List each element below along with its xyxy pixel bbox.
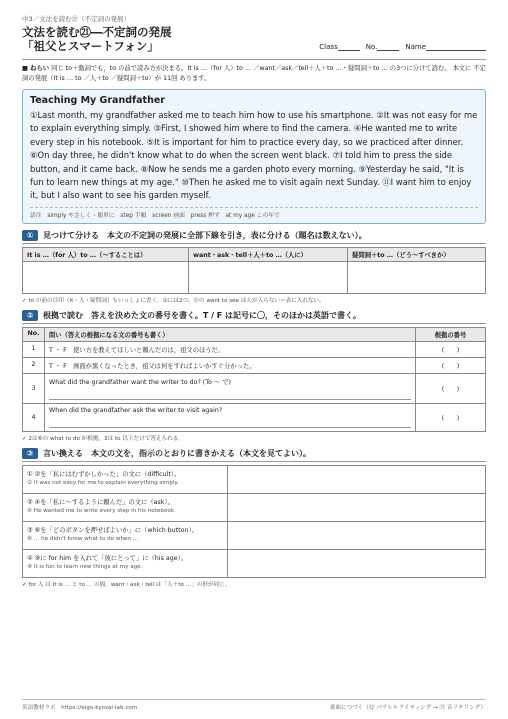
story-box bbox=[22, 89, 486, 224]
rewrite-instruction: ② ④を「私に～するように頼んだ」の文に（ask）。 bbox=[27, 498, 174, 506]
rewrite-prompt bbox=[23, 549, 228, 577]
evidence-input[interactable]: ( ) bbox=[416, 373, 486, 403]
number-field[interactable] bbox=[377, 43, 399, 51]
evidence-input[interactable]: ( ) bbox=[416, 357, 486, 373]
worksheet-title: 文法を読む㉑―不定詞の発展 bbox=[22, 25, 172, 39]
section3-number: ③ bbox=[22, 448, 38, 459]
section1-note: ✓ to の前の目印（It・人・疑問詞）もいっしょに書く。①には2つ。⑪の want to see は人が入らない＝表に入れない。 bbox=[22, 297, 325, 304]
page-footer bbox=[22, 699, 486, 711]
name-label: Name bbox=[405, 43, 426, 51]
col-person-to: want・ask・tell＋人＋to …（人に） bbox=[189, 247, 348, 261]
table-row bbox=[23, 549, 486, 577]
rewrite-answer[interactable] bbox=[228, 549, 486, 577]
rewrite-prompt bbox=[23, 521, 228, 549]
evidence-input[interactable]: ( ) bbox=[416, 341, 486, 357]
table-row bbox=[23, 357, 486, 373]
rewrite-source: ② It was not easy for me to explain everything simply. bbox=[27, 479, 179, 486]
worksheet-subtitle: 「祖父とスマートフォン」 bbox=[22, 39, 159, 53]
col-it-is-to: It is …（for 人）to …（～することは） bbox=[23, 247, 189, 261]
classification-table bbox=[22, 247, 486, 294]
answer-cell-3[interactable] bbox=[348, 261, 486, 293]
footer-next: 裏面につづく（⑫ パラレルライティング → ⑬ 音リテリング） bbox=[329, 705, 486, 711]
rewrite-table bbox=[22, 465, 486, 578]
section1-title: 見つけて分ける 本文の不定詞の発展に全部下線を引き，表に分ける（題名は数えない）。 bbox=[43, 230, 367, 240]
col-wh-to: 疑問詞＋to …（どう～すべきか） bbox=[348, 247, 486, 261]
story-text: ①Last month, my grandfather asked me to teach him how to use his smartphone. ②It was not easy for me to explain everything simply. ③First, I showed him where to find the camera. ④He wanted me to write every step in his notebook. ⑤It is important for him to practice every day, so we practiced after dinner. ⑥On day three, he didn't know what to do when the screen went black. ⑦I told him to press the side button, and it came back. ⑧Now he sends me a garden photo every morning. ⑨Yesterday he said, "It is fun to learn new things at my age." ⑩Then he asked me to visit again next Sunday. ⑪I want him to enjoy it, but I also want to see his garden myself. bbox=[30, 110, 478, 201]
title-block bbox=[22, 25, 172, 53]
evidence-input[interactable]: ( ) bbox=[416, 403, 486, 431]
student-info-fields bbox=[319, 43, 486, 53]
aim-section bbox=[22, 59, 486, 84]
question-text: What did the grandfather want the writer to do? (To ～ で) bbox=[49, 378, 231, 386]
section3-header bbox=[22, 448, 486, 462]
table-row bbox=[23, 465, 486, 493]
head-question: 問い（答えの根拠になる文の番号も書く） bbox=[45, 327, 416, 341]
section3-note: ✓ for 人 は It is … と to … の間。want・ask・tell は「人＋to …」の形が同じ。 bbox=[22, 581, 231, 588]
rewrite-source: ⑥ … he didn't know what to do when … bbox=[27, 535, 139, 542]
rewrite-instruction: ④ ⑨に for him を入れて「彼にとって」に（his age）。 bbox=[27, 554, 188, 562]
class-field[interactable] bbox=[338, 43, 360, 51]
class-label: Class bbox=[319, 43, 338, 51]
no-label: No. bbox=[365, 43, 378, 51]
footer-site: 英語教材ラボ https://eigo-kyozai-lab.com bbox=[22, 705, 138, 711]
title-row bbox=[22, 25, 486, 53]
name-field[interactable] bbox=[426, 43, 486, 51]
question-number: 2 bbox=[23, 357, 45, 373]
section2-header bbox=[22, 310, 486, 324]
aim-text: 同じ to＋動詞でも，to の前で読み方が決まる。It is …（for 人）to … ／want／ask／tell＋人＋to …・疑問詞＋to … の3つに分けて読む。 本文に 不定詞の発展（It is … to ／人＋to ／疑問詞＋to）が 11回 あります。 bbox=[22, 65, 486, 82]
section1-header bbox=[22, 230, 486, 244]
table-row bbox=[23, 493, 486, 521]
series-label: 中3／文法を読む㉑（不定詞の発展） bbox=[22, 15, 131, 23]
aim-label: ■ ねらい bbox=[22, 65, 50, 72]
table-row bbox=[23, 341, 486, 357]
table-row bbox=[23, 403, 486, 431]
question-number: 1 bbox=[23, 341, 45, 357]
table-row bbox=[23, 521, 486, 549]
rewrite-instruction: ③ ⑥を「どのボタンを押せばよいか」に（which button）。 bbox=[27, 526, 198, 534]
question-text[interactable]: T ・ F 使い方を教えてほしいと頼んだのは，祖父のほうだ。 bbox=[45, 341, 416, 357]
answer-cell-1[interactable] bbox=[23, 261, 189, 293]
head-no: No. bbox=[23, 327, 45, 341]
section1-number: ① bbox=[22, 230, 38, 241]
section2-title: 根拠で読む 答えを決めた文の番号を書く。T / F は記号に〇，そのほかは英語で書く。 bbox=[43, 310, 361, 320]
rewrite-instruction: ① ②を「私にはむずかしかった」の文に（difficult）。 bbox=[27, 470, 181, 478]
question-text[interactable]: T ・ F 画面が黒くなったとき，祖父は何をすればよいかすぐ分かった。 bbox=[45, 357, 416, 373]
section2-number: ② bbox=[22, 310, 38, 321]
rewrite-source: ⑨ It is fun to learn new things at my age. bbox=[27, 563, 143, 570]
head-evidence: 根拠の番号 bbox=[416, 327, 486, 341]
rewrite-prompt bbox=[23, 465, 228, 493]
question-table bbox=[22, 327, 486, 432]
section2-note: ✓ 2は⑥の what to do が根拠。3は to 以下だけで答えられる。 bbox=[22, 435, 184, 442]
question-number: 4 bbox=[23, 403, 45, 431]
worksheet-page bbox=[22, 14, 486, 588]
glossary: 語注 simply やさしく・簡単に step 手順 screen 画面 press 押す at my age この年で bbox=[30, 207, 478, 219]
rewrite-answer[interactable] bbox=[228, 465, 486, 493]
question-text: When did the grandfather ask the writer to visit again? bbox=[49, 406, 223, 414]
answer-line[interactable] bbox=[49, 418, 411, 428]
section3-title: 言い換える 本文の文を，指示のとおりに書きかえる（本文を見てよい）。 bbox=[43, 448, 311, 458]
answer-line[interactable] bbox=[49, 390, 411, 400]
answer-cell-2[interactable] bbox=[189, 261, 348, 293]
question-cell bbox=[45, 373, 416, 403]
table-row bbox=[23, 373, 486, 403]
rewrite-prompt bbox=[23, 493, 228, 521]
rewrite-answer[interactable] bbox=[228, 493, 486, 521]
question-number: 3 bbox=[23, 373, 45, 403]
question-cell bbox=[45, 403, 416, 431]
story-title: Teaching My Grandfather bbox=[30, 95, 165, 106]
rewrite-source: ④ He wanted me to write every step in his notebook. bbox=[27, 507, 176, 514]
rewrite-answer[interactable] bbox=[228, 521, 486, 549]
